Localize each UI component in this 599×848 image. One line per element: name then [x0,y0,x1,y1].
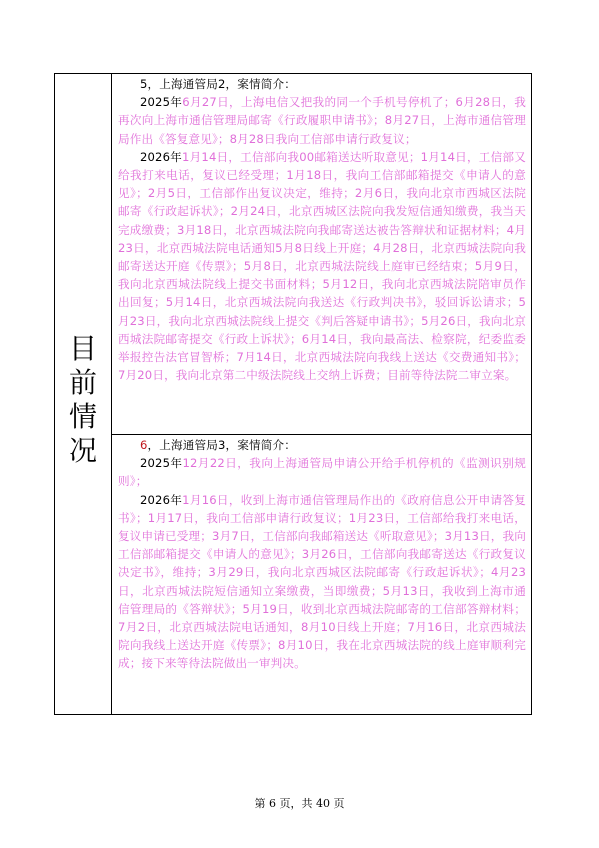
year-label: 2025年 [140,456,183,471]
year-label: 2026年 [140,149,182,164]
case-text: 1月16日，收到上海市通信管理局作出的《政府信息公开申请答复书》；1月17日，我向工信部申请行政复议；1月23日，工信部给我打来电话，复议申请已受理；3月7日，工信部向我邮箱送达《听取意见》；3月13日，我向工信部邮箱提交《申请人的意见》；3月26日，工信部向我邮寄送达《行政复议决定书》，维持；3月29日，我向北京西城区法院邮寄《行政起诉状》；4月23日，北京西城法院短信通知立案缴费，当即缴费；5月13日，我收到上海市通信管理局的《答辩状》；5月19日，收到北京西城法院邮寄的工信部答辩材料；7月2日，北京西城法院电话通知，8月10日线上开庭；7月16日，北京西城法院向我线上送达开庭《传票》；8月10日，我在北京西城法院的线上庭审顺利完成；接下来等待法院做出一审判决。 [118,492,526,671]
case-section-5 [112,75,531,435]
status-label-char: 目 [68,332,97,365]
row-divider [112,434,531,435]
page-footer: 第 6 页，共 40 页 [254,797,345,810]
status-label-char: 前 [68,366,97,399]
status-label-char: 情 [68,400,97,433]
case-heading-text: ，上海通管局3，案情简介： [147,438,296,452]
case-text: 6月27日，上海电信又把我的同一个手机号停机了；6月28日，我再次向上海市通信管理局邮寄《行政履职申请书》；8月27日，上海市通信管理局作出《答复意见》；8月28日我向工信部申请行政复议； [118,95,526,146]
year-label: 2026年 [140,492,183,507]
case-heading [118,436,526,454]
case-paragraph-2026 [118,148,526,385]
case-paragraph-2025 [118,93,526,148]
case-text: 12月22日，我向上海通管局申请公开给手机停机的《监测识别规则》； [118,456,526,489]
case-heading: 5，上海通管局2，案情简介： [140,77,296,91]
case-table [54,73,532,715]
case-paragraph-2025 [118,454,526,490]
status-label-char: 况 [68,434,97,467]
status-label [55,332,111,468]
status-label-cell [55,74,112,714]
case-text: 1月14日，工信部向我00邮箱送达听取意见；1月14日，工信部又给我打来电话，复议已经受理；1月18日，我向工信部邮箱提交《申请人的意见》；2月5日，工信部作出复议决定，维持；2月6日，我向北京市西城区法院邮寄《行政起诉状》；2月24日，北京西城区法院向我发短信通知缴费，我当天完成缴费；3月18日，北京西城法院向我邮寄送达被告答辩状和证据材料；4月23日，北京西城法院电话通知5月8日线上开庭；4月28日，北京西城法院向我邮寄送达开庭《传票》；5月8日，北京西城法院线上庭审已经结束；5月9日，我向北京西城法院线上提交书面材料；5月12日，我向北京西城法院陪审员作出回复；5月14日，北京西城法院向我送达《行政判决书》，驳回诉讼请求；5月23日，我向北京西城法院线上提交《判后答疑申请书》；5月26日，我向北京西城法院邮寄提交《行政上诉状》；6月14日，我向最高法、检察院，纪委监委举报控告法官冒智桥；7月14日，北京西城法院向我线上送达《交费通知书》；7月20日，我向北京第二中级法院线上交纳上诉费；目前等待法院二审立案。 [118,149,526,383]
case-content-column [112,74,531,714]
case-number: 6 [140,438,148,452]
year-label: 2025年 [140,95,183,110]
case-paragraph-2026 [118,491,526,673]
case-section-6 [112,436,531,714]
